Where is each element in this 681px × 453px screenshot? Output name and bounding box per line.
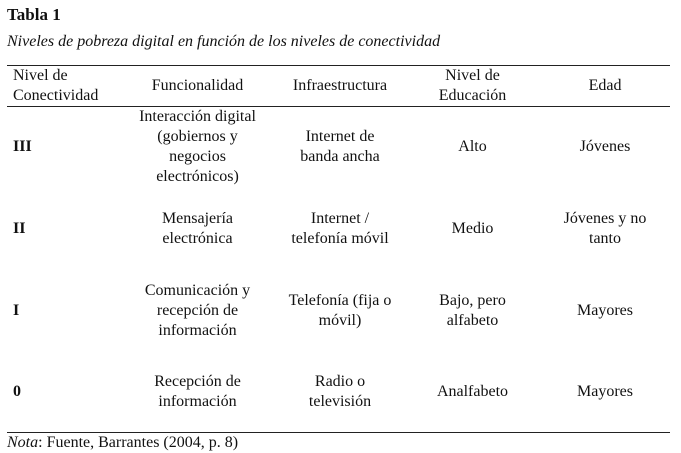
row-level: I: [13, 302, 20, 319]
row-edad: Mayores: [577, 383, 633, 400]
row-funcionalidad: Comunicación y recepción de información: [144, 282, 251, 339]
row-funcionalidad: Recepción de información: [154, 373, 241, 410]
header-nivel-conectividad: Nivel de Conectividad: [13, 67, 99, 104]
note-label: Nota: [7, 434, 39, 451]
row-edad: Mayores: [577, 302, 633, 319]
row-educacion: Bajo, pero alfabeto: [439, 292, 506, 329]
row-infraestructura: Internet / telefonía móvil: [291, 210, 389, 247]
row-level: 0: [13, 383, 21, 400]
table-note: [7, 433, 238, 453]
row-level: III: [13, 138, 32, 155]
row-infraestructura: Radio o televisión: [308, 373, 372, 410]
header-infraestructura: Infraestructura: [292, 77, 388, 94]
row-infraestructura: Internet de banda ancha: [300, 128, 380, 165]
row-educacion: Analfabeto: [436, 383, 509, 400]
row-educacion: Alto: [458, 138, 487, 155]
table-label: Tabla 1: [7, 5, 61, 24]
header-funcionalidad: Funcionalidad: [151, 77, 244, 94]
row-level: II: [13, 220, 26, 237]
row-educacion: Medio: [451, 220, 494, 237]
row-funcionalidad: Mensajería electrónica: [161, 210, 234, 247]
header-nivel-educacion: Nivel de Educación: [438, 67, 507, 104]
header-edad: Edad: [588, 77, 622, 94]
note-text: : Fuente, Barrantes (2004, p. 8): [38, 434, 239, 451]
row-edad: Jóvenes y no tanto: [563, 210, 647, 247]
row-infraestructura: Telefonía (fija o móvil): [288, 292, 392, 329]
row-edad: Jóvenes: [579, 138, 631, 155]
table-caption: Niveles de pobreza digital en función de los niveles de conectividad: [7, 33, 441, 50]
row-funcionalidad: Interacción digital (gobiernos y negocios electrónicos): [139, 108, 256, 185]
